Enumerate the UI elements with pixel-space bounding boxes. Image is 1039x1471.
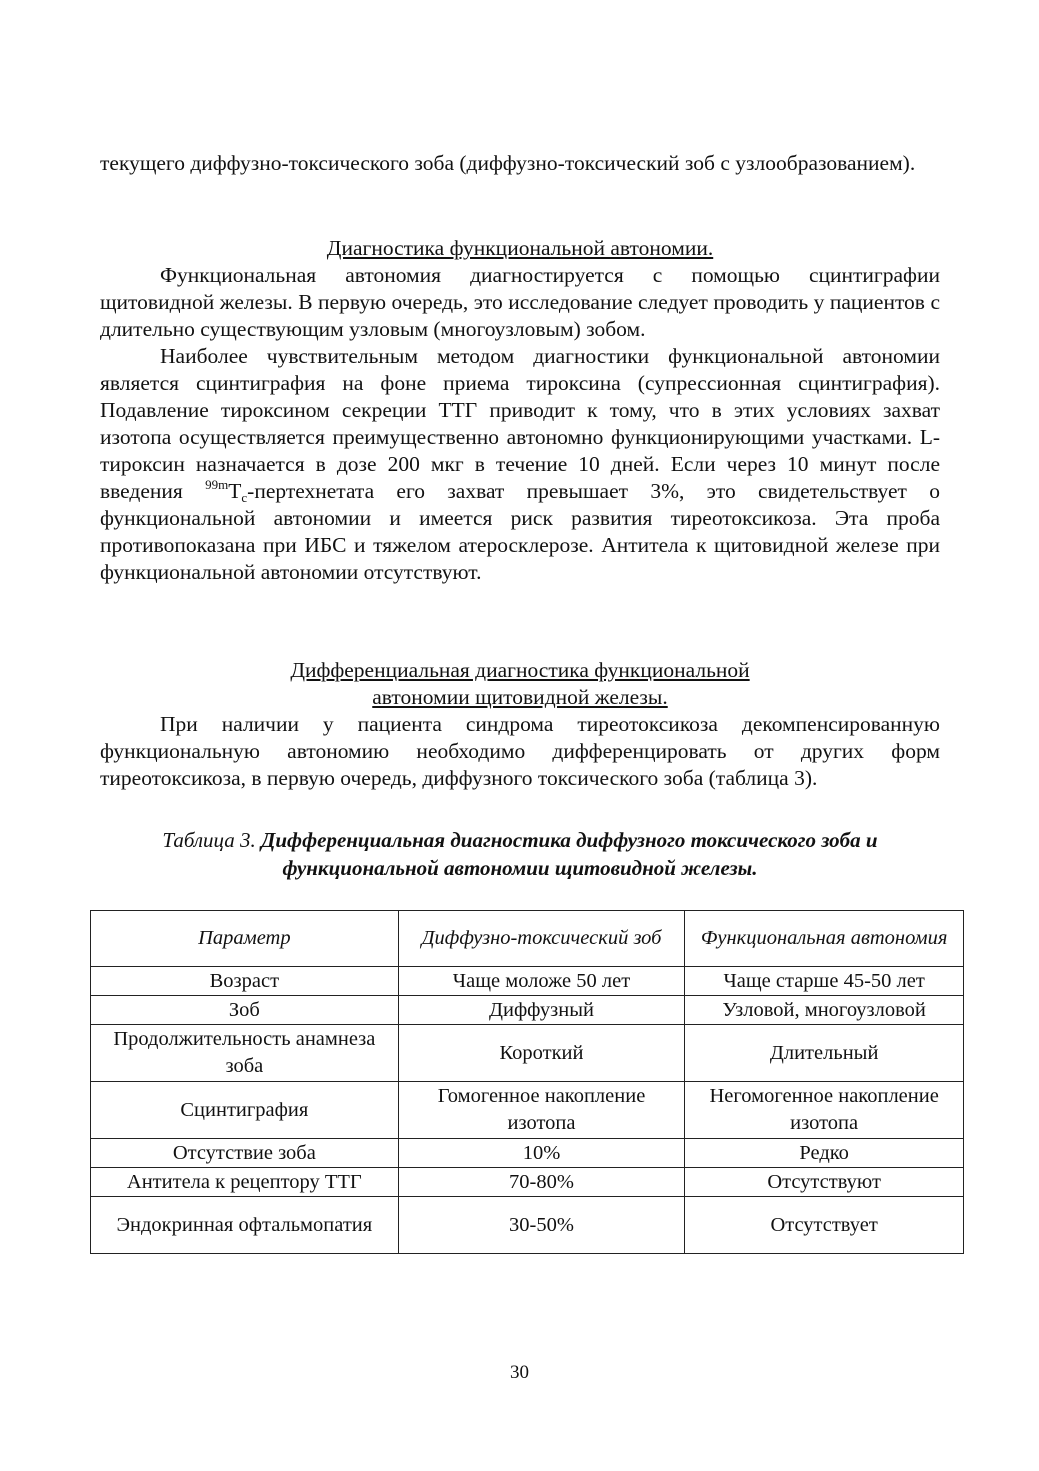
table-header-cell: Диффузно-токсический зоб xyxy=(398,911,685,967)
table-row xyxy=(91,1082,964,1139)
table-header-row xyxy=(91,911,964,967)
table-cell: 30-50% xyxy=(398,1197,685,1254)
table-header-cell: Параметр xyxy=(91,911,399,967)
paragraph-text: Наиболее чувствительным методом диагностики функциональной автономии является сцинтиграфия на фоне приема тироксина (супрессионная сцинтиграфия). Подавление тироксином секреции ТТГ приводит к тому, что в этих условиях захват изотопа осуществляется преимущественно автономно функционирующими участками. L-тироксин назначается в дозе 200 мкг в течение 10 дней. Если через 10 минут после введения $^{99m}T_c$-пертехнетата его захват превышает 3%, это свидетельствует о функциональной автономии и имеется риск развития тиреотоксикоза. Эта проба противопоказана при ИБС и тяжелом атеросклерозе. Антитела к щитовидной железе при функциональной автономии отсутствуют. xyxy=(100,344,940,584)
section-differential-diagnostics xyxy=(100,657,940,792)
table-cell: Возраст xyxy=(91,967,399,996)
section-autonomy-diagnostics xyxy=(100,235,940,586)
table-cell: Негомогенное накопление изотопа xyxy=(685,1082,964,1139)
table-cell: Редко xyxy=(685,1139,964,1168)
table-row xyxy=(91,996,964,1025)
table-cell: Эндокринная офтальмопатия xyxy=(91,1197,399,1254)
table-row xyxy=(91,1197,964,1254)
table-row xyxy=(91,1025,964,1082)
continued-paragraph xyxy=(100,150,940,177)
table-cell: Чаще старше 45-50 лет xyxy=(685,967,964,996)
page-number: 30 xyxy=(510,1362,529,1383)
section-heading: Диагностика функциональной автономии. xyxy=(326,236,714,260)
table-cell: Антитела к рецептору ТТГ xyxy=(91,1168,399,1197)
table-cell: 10% xyxy=(398,1139,685,1168)
table-row xyxy=(91,967,964,996)
table-header-cell: Функциональная автономия xyxy=(685,911,964,967)
table-cell: Длительный xyxy=(685,1025,964,1082)
table-cell: Отсутствуют xyxy=(685,1168,964,1197)
paragraph-text: При наличии у пациента синдрома тиреотоксикоза декомпенсированную функциональную автономию необходимо дифференцировать от других форм тиреотоксикоза, в первую очередь, диффузного токсического зоба (таблица 3). xyxy=(100,712,940,790)
table-cell: Отсутствие зоба xyxy=(91,1139,399,1168)
table-caption: Таблица 3. Дифференциальная диагностика диффузного токсического зоба и функциональной автономии щитовидной железы. xyxy=(162,828,878,880)
paragraph-text: текущего диффузно-токсического зоба (диффузно-токсический зоб с узлообразованием). xyxy=(100,151,916,175)
table-cell: Узловой, многоузловой xyxy=(685,996,964,1025)
table-row xyxy=(91,1168,964,1197)
section-heading: Дифференциальная диагностика функциональной автономии щитовидной железы. xyxy=(290,658,750,709)
table-row xyxy=(91,1139,964,1168)
table-cell: Продолжительность анамнеза зоба xyxy=(91,1025,399,1082)
table-cell: Чаще моложе 50 лет xyxy=(398,967,685,996)
table-cell: Сцинтиграфия xyxy=(91,1082,399,1139)
table-cell: Зоб xyxy=(91,996,399,1025)
table-cell: Гомогенное накопление изотопа xyxy=(398,1082,685,1139)
comparison-table xyxy=(90,910,964,1254)
table-cell: 70-80% xyxy=(398,1168,685,1197)
table-cell: Отсутствует xyxy=(685,1197,964,1254)
table-cell: Диффузный xyxy=(398,996,685,1025)
paragraph-text: Функциональная автономия диагностируется с помощью сцинтиграфии щитовидной железы. В первую очередь, это исследование следует проводить у пациентов с длительно существующим узловым (многоузловым) зобом. xyxy=(100,263,940,341)
table-cell: Короткий xyxy=(398,1025,685,1082)
